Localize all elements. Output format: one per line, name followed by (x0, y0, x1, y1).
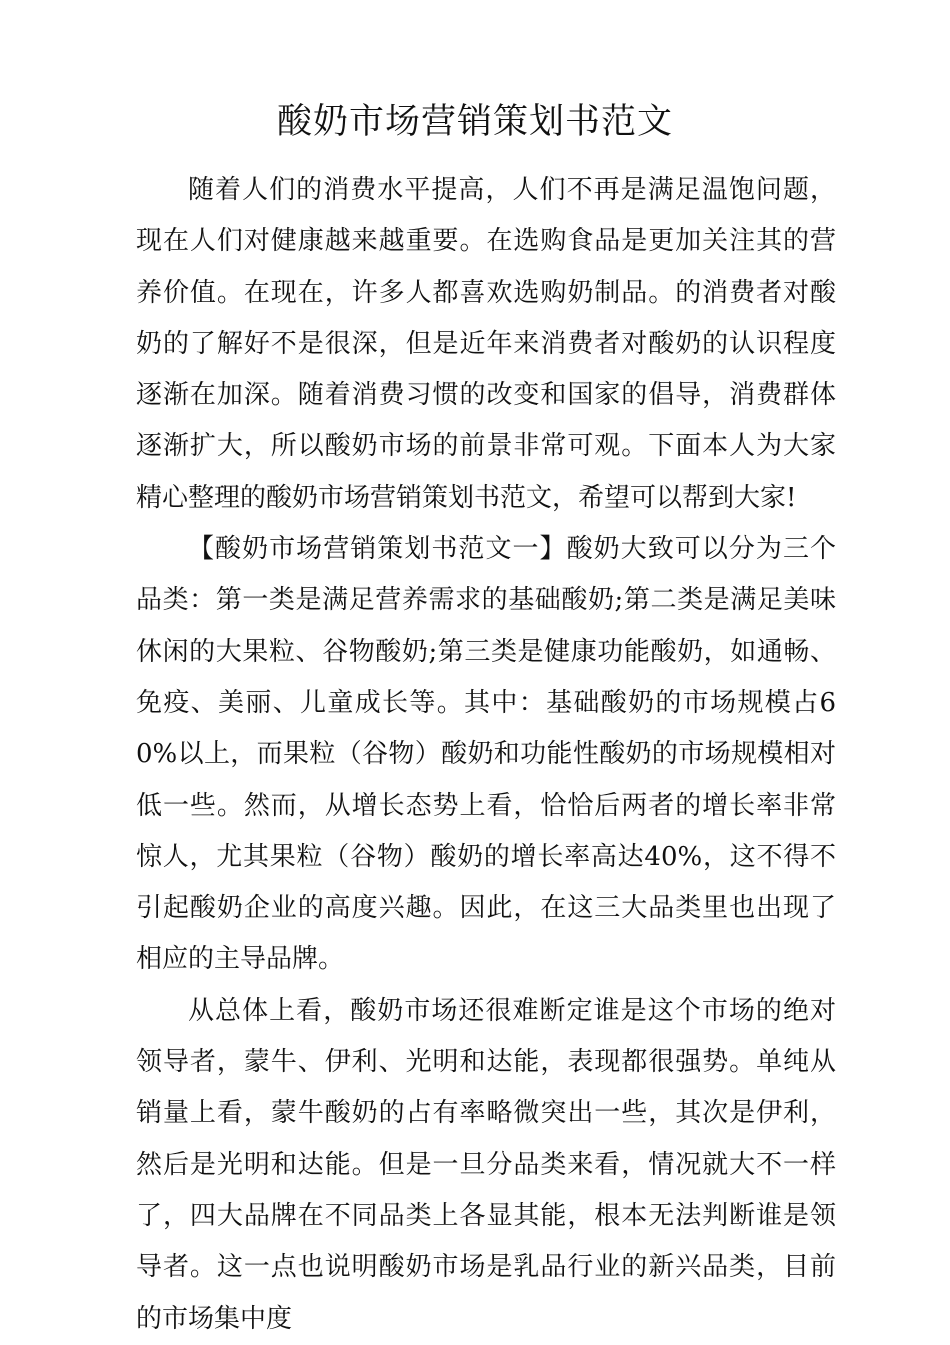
paragraph-market-overview: 从总体上看，酸奶市场还很难断定谁是这个市场的绝对领导者，蒙牛、伊利、光明和达能，表现都很强势。单纯从销量上看，蒙牛酸奶的占有率略微突出一些，其次是伊利，然后是光明和达能。但是一旦分品类来看，情况就大不一样了，四大品牌在不同品类上各显其能，根本无法判断谁是领导者。这一点也说明酸奶市场是乳品行业的新兴品类，目前的市场集中度 (136, 995, 836, 1334)
page-title: 酸奶市场营销策划书范文 (276, 102, 673, 142)
paragraph-intro: 随着人们的消费水平提高，人们不再是满足温饱问题，现在人们对健康越来越重要。在选购食品是更加关注其的营养价值。在现在，许多人都喜欢选购奶制品。的消费者对酸奶的了解好不是很深，但是近年来消费者对酸奶的认识程度逐渐在加深。随着消费习惯的改变和国家的倡导，消费群体逐渐扩大，所以酸奶市场的前景非常可观。下面本人为大家精心整理的酸奶市场营销策划书范文，希望可以帮到大家! (136, 175, 836, 513)
paragraph-sample-one: 【酸奶市场营销策划书范文一】酸奶大致可以分为三个品类：第一类是满足营养需求的基础酸奶;第二类是满足美味休闲的大果粒、谷物酸奶;第三类是健康功能酸奶，如通畅、免疫、美丽、儿童成长等。其中：基础酸奶的市场规模占60%以上，而果粒（谷物）酸奶和功能性酸奶的市场规模相对低一些。然而，从增长态势上看，恰恰后两者的增长率非常惊人，尤其果粒（谷物）酸奶的增长率高达40%，这不得不引起酸奶企业的高度兴趣。因此，在这三大品类里也出现了相应的主导品牌。 (136, 534, 836, 975)
document-body (136, 165, 836, 1345)
